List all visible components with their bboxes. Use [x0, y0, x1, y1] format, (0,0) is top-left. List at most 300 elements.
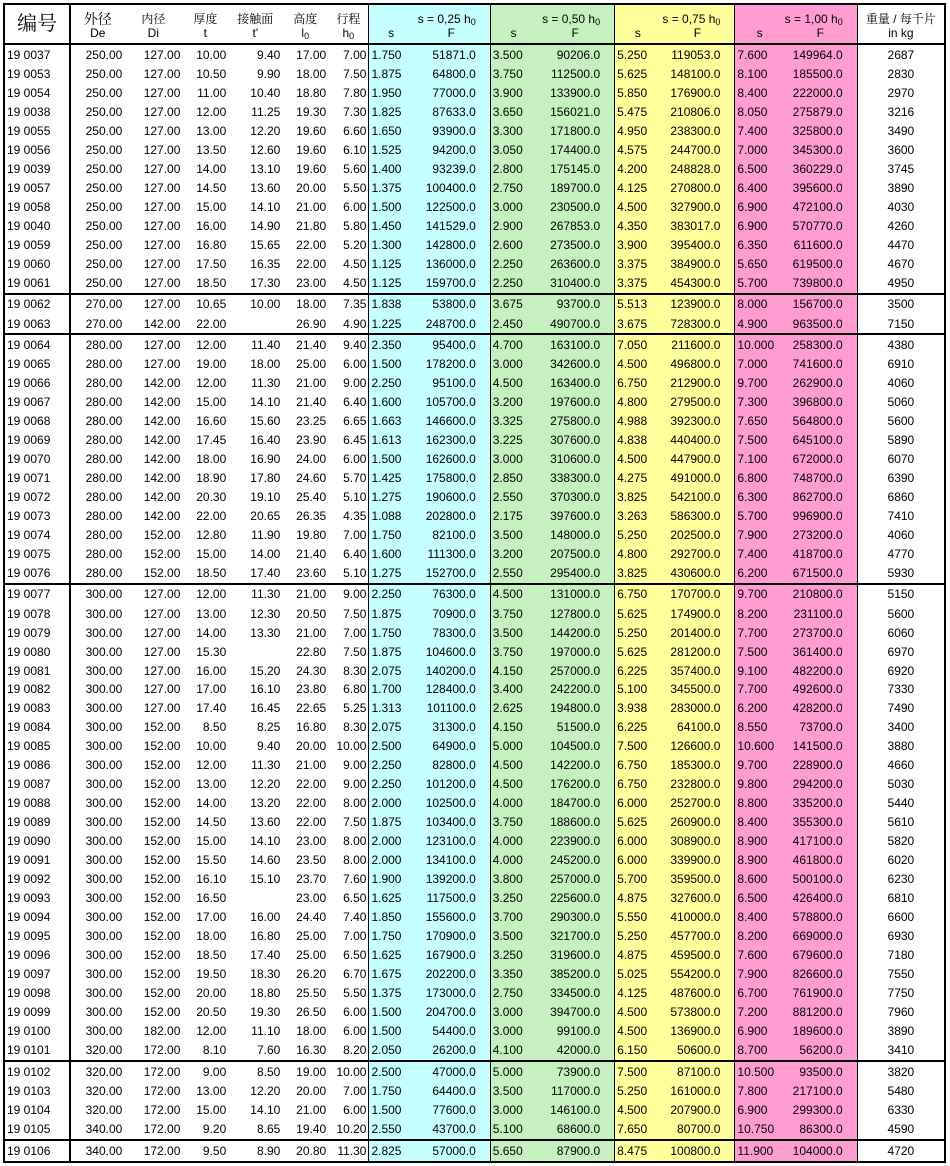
cell-s50-s: 2.550 — [490, 487, 536, 506]
cell-tp: 9.90 — [256, 66, 281, 81]
cell-s75-s: 4.500 — [615, 355, 661, 374]
cell-s25-F: 53800.0 — [413, 294, 490, 314]
cell-s100-s: 7.700 — [735, 680, 784, 699]
cell-weight: 7410 — [857, 506, 945, 525]
s25-sub-F: F — [413, 26, 490, 44]
cell-t: 10.50 — [196, 66, 227, 81]
cell-s75-F: 80700.0 — [661, 1119, 735, 1139]
cell-s25-F: 70900.0 — [413, 604, 490, 623]
cell-s100-s: 6.900 — [735, 197, 784, 216]
cell-s50-F: 68600.0 — [536, 1119, 615, 1139]
cell-s25-F: 77000.0 — [413, 83, 490, 102]
cell-s50-s: 3.250 — [490, 889, 536, 908]
cell-s100-s: 6.900 — [735, 216, 784, 235]
cell-tp: 10.40 — [250, 85, 281, 100]
cell-s25-F: 162300.0 — [413, 430, 490, 449]
cell-s50-F: 184700.0 — [536, 794, 615, 813]
cell-s75-s: 7.050 — [615, 334, 661, 354]
cell-l0: 23.25 — [296, 413, 327, 428]
cell-di: 127.00 — [143, 123, 181, 138]
s50-header — [490, 4, 614, 26]
table-row — [4, 699, 945, 718]
cell-s25-s: 1.750 — [369, 1081, 413, 1100]
cell-s50-s: 4.150 — [490, 718, 536, 737]
cell-tp: 14.90 — [250, 218, 281, 233]
cell-de: 250.00 — [70, 197, 124, 216]
cell-tp: 13.10 — [250, 161, 281, 176]
cell-h0: 9.00 — [328, 584, 369, 604]
cell-s75-s: 6.000 — [615, 851, 661, 870]
cell-l0: 21.80 — [296, 218, 327, 233]
cell-di: 182.00 — [143, 1024, 181, 1039]
cell-s100-s: 6.900 — [735, 1100, 784, 1119]
cell-s25-s: 1.500 — [369, 1003, 413, 1022]
cell-s50-F: 188600.0 — [536, 813, 615, 832]
cell-s100-s: 10.500 — [735, 1061, 784, 1081]
cell-di: 152.00 — [143, 566, 181, 581]
cell-s75-s: 6.150 — [615, 1041, 661, 1061]
cell-s25-F: 26200.0 — [413, 1041, 490, 1061]
cell-l0: 25.00 — [296, 948, 327, 963]
cell-de: 250.00 — [70, 121, 124, 140]
cell-s100-s: 6.500 — [735, 889, 784, 908]
table-row — [4, 334, 945, 354]
cell-s50-s: 4.500 — [490, 584, 536, 604]
cell-de: 300.00 — [70, 927, 124, 946]
col-header-de: De — [70, 26, 124, 44]
cell-s100-s: 6.700 — [735, 984, 784, 1003]
cell-weight: 2687 — [857, 44, 945, 64]
table-row — [4, 468, 945, 487]
cell-part-no: 19 0040 — [4, 216, 70, 235]
cell-s75-s: 4.988 — [615, 412, 661, 431]
cell-s25-F: 51871.0 — [413, 44, 490, 64]
cell-part-no: 19 0091 — [4, 851, 70, 870]
cell-s25-F: 152700.0 — [413, 563, 490, 583]
cell-s50-s: 3.200 — [490, 393, 536, 412]
cell-s100-F: 741600.0 — [784, 355, 857, 374]
cell-s50-s: 3.750 — [490, 64, 536, 83]
cell-tp — [228, 889, 282, 908]
cell-s50-F: 127800.0 — [536, 604, 615, 623]
cell-s75-F: 308900.0 — [661, 832, 735, 851]
cell-s50-s: 3.000 — [490, 1100, 536, 1119]
cell-part-no: 19 0089 — [4, 813, 70, 832]
cell-tp: 11.30 — [228, 584, 282, 604]
col-header-weight-zh: 重量 / 每千片 — [857, 4, 945, 26]
cell-tp: 17.40 — [250, 566, 281, 581]
cell-s100-F: 299300.0 — [784, 1100, 857, 1119]
cell-s100-F: 273700.0 — [784, 623, 857, 642]
cell-weight: 5610 — [857, 813, 945, 832]
cell-h0: 8.00 — [343, 834, 367, 849]
cell-di: 127.00 — [124, 334, 182, 354]
cell-s25-F: 103400.0 — [413, 813, 490, 832]
cell-part-no: 19 0082 — [4, 680, 70, 699]
cell-s75-F: 359500.0 — [661, 870, 735, 889]
cell-de: 320.00 — [70, 1100, 124, 1119]
cell-s100-F: 426400.0 — [784, 889, 857, 908]
cell-s75-s: 4.800 — [615, 393, 661, 412]
cell-part-no: 19 0054 — [4, 83, 70, 102]
cell-s100-F: 963500.0 — [784, 314, 857, 334]
cell-h0: 7.50 — [343, 606, 367, 621]
col-header-di: Di — [124, 26, 182, 44]
cell-de: 250.00 — [70, 178, 124, 197]
cell-s50-s: 3.650 — [490, 102, 536, 121]
cell-tp: 16.10 — [250, 682, 281, 697]
cell-s50-F: 394700.0 — [536, 1003, 615, 1022]
cell-s25-s: 1.900 — [369, 870, 413, 889]
cell-s75-s: 4.500 — [615, 1022, 661, 1041]
cell-t: 15.00 — [196, 395, 227, 409]
cell-weight: 5480 — [857, 1081, 945, 1100]
cell-di: 152.00 — [143, 967, 181, 982]
cell-weight: 5930 — [857, 563, 945, 583]
cell-s50-F: 207500.0 — [536, 544, 615, 563]
col-header-bianhao: 编号 — [4, 4, 70, 44]
cell-de: 280.00 — [70, 525, 124, 544]
cell-tp: 14.10 — [250, 1102, 281, 1117]
cell-de: 250.00 — [70, 159, 124, 178]
cell-di: 152.00 — [143, 834, 181, 849]
cell-part-no: 19 0096 — [4, 946, 70, 965]
cell-part-no: 19 0038 — [4, 102, 70, 121]
cell-s75-F: 554200.0 — [661, 965, 735, 984]
cell-t: 13.00 — [196, 1083, 227, 1098]
cell-l0: 16.80 — [296, 720, 327, 735]
cell-tp: 15.60 — [250, 413, 281, 428]
cell-l0: 18.00 — [296, 66, 327, 81]
cell-s50-s: 2.600 — [490, 235, 536, 254]
cell-h0: 7.00 — [343, 625, 367, 640]
cell-s25-s: 2.550 — [369, 1119, 413, 1139]
cell-h0: 10.20 — [336, 1122, 367, 1137]
cell-s50-s: 2.625 — [490, 699, 536, 718]
cell-s25-s: 2.000 — [369, 832, 413, 851]
cell-s50-F: 273500.0 — [536, 235, 615, 254]
cell-s100-F: 222000.0 — [784, 83, 857, 102]
cell-weight: 4060 — [857, 374, 945, 393]
cell-l0: 19.60 — [296, 123, 327, 138]
cell-s50-F: 156021.0 — [536, 102, 615, 121]
cell-s75-F: 252700.0 — [661, 794, 735, 813]
cell-l0: 19.30 — [296, 104, 327, 119]
cell-de: 300.00 — [70, 604, 124, 623]
cell-s50-F: 163100.0 — [536, 334, 615, 354]
table-row — [4, 102, 945, 121]
cell-part-no: 19 0080 — [4, 642, 70, 661]
cell-h0: 7.80 — [343, 85, 367, 100]
cell-h0: 7.50 — [343, 66, 367, 81]
table-row — [4, 393, 945, 412]
cell-de: 300.00 — [70, 813, 124, 832]
table-row — [4, 946, 945, 965]
cell-l0: 18.80 — [296, 85, 327, 100]
cell-part-no: 19 0100 — [4, 1022, 70, 1041]
cell-t: 9.50 — [182, 1140, 228, 1162]
cell-de: 280.00 — [70, 468, 124, 487]
cell-s75-F: 100800.0 — [661, 1140, 735, 1162]
cell-part-no: 19 0077 — [4, 584, 70, 604]
cell-s75-s: 4.800 — [615, 544, 661, 563]
cell-l0: 21.00 — [296, 625, 327, 640]
cell-s100-s: 6.300 — [735, 487, 784, 506]
cell-de: 300.00 — [70, 1003, 124, 1022]
cell-s50-F: 310600.0 — [536, 449, 615, 468]
cell-s25-s: 1.650 — [369, 121, 413, 140]
cell-s100-s: 8.400 — [735, 813, 784, 832]
cell-s100-s: 6.900 — [735, 1022, 784, 1041]
cell-s100-s: 10.000 — [735, 334, 784, 354]
cell-s75-s: 7.500 — [615, 1061, 661, 1081]
cell-di: 152.00 — [143, 929, 181, 944]
s25-title: s = 0,25 $h_0$ — [417, 12, 476, 26]
cell-s100-F: 189600.0 — [784, 1022, 857, 1041]
cell-s25-s: 1.400 — [369, 159, 413, 178]
cell-s75-F: 459500.0 — [661, 946, 735, 965]
cell-h0: 5.10 — [343, 489, 367, 504]
col-header-tp-zh: 接触面 — [237, 12, 274, 26]
cell-s75-F: 542100.0 — [661, 487, 735, 506]
cell-s25-F: 122500.0 — [413, 197, 490, 216]
cell-s100-F: 149964.0 — [784, 44, 857, 64]
cell-s100-F: 671500.0 — [784, 563, 857, 583]
cell-s75-F: 283000.0 — [661, 699, 735, 718]
cell-weight: 5820 — [857, 832, 945, 851]
cell-tp: 14.10 — [250, 199, 281, 214]
cell-di: 152.00 — [143, 720, 181, 735]
cell-tp: 14.60 — [250, 853, 281, 868]
cell-s75-s: 6.000 — [615, 832, 661, 851]
cell-di: 152.00 — [143, 777, 181, 792]
table-row — [4, 64, 945, 83]
cell-l0: 22.00 — [296, 256, 327, 271]
cell-de: 250.00 — [70, 64, 124, 83]
cell-s25-s: 1.500 — [369, 1100, 413, 1119]
table-row — [4, 1003, 945, 1022]
cell-part-no: 19 0099 — [4, 1003, 70, 1022]
cell-tp: 9.40 — [256, 739, 281, 754]
cell-l0: 24.40 — [296, 910, 327, 925]
cell-s75-F: 327900.0 — [661, 197, 735, 216]
cell-s25-F: 101100.0 — [413, 699, 490, 718]
cell-de: 300.00 — [70, 1022, 124, 1041]
table-row — [4, 984, 945, 1003]
cell-s75-F: 586300.0 — [661, 506, 735, 525]
cell-weight: 5440 — [857, 794, 945, 813]
cell-s25-s: 2.075 — [369, 718, 413, 737]
cell-part-no: 19 0069 — [4, 430, 70, 449]
table-row — [4, 83, 945, 102]
cell-s100-F: 325800.0 — [784, 121, 857, 140]
cell-s50-s: 3.900 — [490, 83, 536, 102]
cell-part-no: 19 0053 — [4, 64, 70, 83]
cell-de: 320.00 — [70, 1081, 124, 1100]
cell-s100-s: 8.000 — [735, 294, 784, 314]
table-row — [4, 544, 945, 563]
cell-h0: 6.00 — [343, 357, 367, 372]
cell-tp: 14.00 — [250, 546, 281, 561]
table-row — [4, 927, 945, 946]
cell-s50-s: 3.500 — [490, 525, 536, 544]
s50-sub-s: s — [490, 26, 536, 44]
cell-di: 127.00 — [124, 294, 182, 314]
cell-l0: 19.80 — [296, 527, 327, 542]
cell-t: 20.50 — [196, 1005, 227, 1020]
cell-s25-F: 248700.0 — [413, 314, 490, 334]
table-row — [4, 525, 945, 544]
cell-s100-F: 210800.0 — [784, 584, 857, 604]
cell-tp: 12.20 — [250, 123, 281, 138]
cell-part-no: 19 0058 — [4, 197, 70, 216]
cell-s50-s: 3.800 — [490, 870, 536, 889]
cell-s75-s: 3.675 — [615, 314, 661, 334]
cell-s50-F: 307600.0 — [536, 430, 615, 449]
cell-weight: 7490 — [857, 699, 945, 718]
cell-part-no: 19 0081 — [4, 661, 70, 680]
cell-l0: 24.60 — [296, 470, 327, 485]
cell-part-no: 19 0088 — [4, 794, 70, 813]
s100-sub-s: s — [735, 26, 784, 44]
cell-h0: 9.40 — [328, 334, 369, 354]
cell-de: 300.00 — [70, 718, 124, 737]
cell-h0: 7.00 — [343, 47, 367, 62]
cell-s75-s: 6.750 — [615, 756, 661, 775]
cell-s50-s: 3.350 — [490, 965, 536, 984]
cell-l0: 22.00 — [296, 796, 327, 811]
cell-s25-s: 2.250 — [369, 756, 413, 775]
cell-h0: 5.50 — [343, 180, 367, 195]
cell-di: 152.00 — [143, 527, 181, 542]
s75-sub-s: s — [615, 26, 661, 44]
table-row — [4, 889, 945, 908]
cell-t: 18.50 — [196, 566, 227, 581]
cell-s75-F: 430600.0 — [661, 563, 735, 583]
cell-s25-F: 76300.0 — [413, 584, 490, 604]
cell-di: 152.00 — [143, 739, 181, 754]
cell-s50-F: 319600.0 — [536, 946, 615, 965]
cell-h0: 8.20 — [343, 1043, 367, 1058]
cell-part-no: 19 0075 — [4, 544, 70, 563]
cell-l0: 26.20 — [296, 967, 327, 982]
cell-di: 152.00 — [143, 910, 181, 925]
cell-de: 320.00 — [70, 1061, 124, 1081]
cell-weight: 6390 — [857, 468, 945, 487]
cell-de: 280.00 — [70, 393, 124, 412]
cell-s100-F: 104000.0 — [784, 1140, 857, 1162]
cell-s75-s: 4.125 — [615, 178, 661, 197]
cell-weight: 6930 — [857, 927, 945, 946]
cell-s75-F: 270800.0 — [661, 178, 735, 197]
cell-di: 152.00 — [143, 815, 181, 830]
table-row — [4, 718, 945, 737]
cell-t: 20.30 — [196, 489, 227, 504]
cell-s75-s: 5.250 — [615, 525, 661, 544]
table-row — [4, 1022, 945, 1041]
cell-weight: 7150 — [857, 314, 945, 334]
cell-s100-s: 9.100 — [735, 661, 784, 680]
cell-s75-F: 384900.0 — [661, 254, 735, 273]
cell-s25-s: 1.525 — [369, 140, 413, 159]
cell-s75-s: 6.225 — [615, 661, 661, 680]
cell-s50-F: 397600.0 — [536, 506, 615, 525]
cell-s25-s: 1.313 — [369, 699, 413, 718]
cell-s25-s: 1.500 — [369, 355, 413, 374]
cell-s100-F: 862700.0 — [784, 487, 857, 506]
cell-s75-F: 123900.0 — [661, 294, 735, 314]
cell-t: 15.50 — [196, 853, 227, 868]
cell-s75-F: 496800.0 — [661, 355, 735, 374]
cell-s100-s: 7.400 — [735, 544, 784, 563]
cell-tp: 20.65 — [250, 508, 281, 523]
table-row — [4, 813, 945, 832]
cell-t: 14.50 — [196, 815, 227, 830]
cell-tp: 15.10 — [250, 872, 281, 887]
cell-s25-s: 1.875 — [369, 813, 413, 832]
cell-h0: 6.65 — [343, 413, 367, 428]
col-header-l0: $l_0$ — [282, 26, 328, 44]
cell-s25-s: 1.625 — [369, 946, 413, 965]
cell-h0: 6.70 — [343, 967, 367, 982]
cell-s75-F: 148100.0 — [661, 64, 735, 83]
cell-s75-F: 87100.0 — [661, 1061, 735, 1081]
cell-l0: 26.35 — [296, 508, 327, 523]
cell-part-no: 19 0095 — [4, 927, 70, 946]
cell-s25-F: 117500.0 — [413, 889, 490, 908]
s25-header — [369, 4, 490, 26]
cell-h0: 10.00 — [336, 739, 367, 754]
cell-tp: 10.00 — [228, 294, 282, 314]
cell-s50-F: 197600.0 — [536, 393, 615, 412]
cell-s50-s: 4.500 — [490, 756, 536, 775]
cell-tp — [228, 642, 282, 661]
cell-de: 280.00 — [70, 412, 124, 431]
cell-s50-F: 338300.0 — [536, 468, 615, 487]
table-row — [4, 604, 945, 623]
cell-s75-s: 8.475 — [615, 1140, 661, 1162]
cell-h0: 5.10 — [343, 566, 367, 581]
cell-s75-F: 136900.0 — [661, 1022, 735, 1041]
cell-s100-F: 345300.0 — [784, 140, 857, 159]
cell-part-no: 19 0094 — [4, 908, 70, 927]
cell-part-no: 19 0066 — [4, 374, 70, 393]
cell-di: 127.00 — [143, 66, 181, 81]
cell-di: 172.00 — [143, 1043, 181, 1058]
cell-s100-s: 8.700 — [735, 1041, 784, 1061]
cell-s50-s: 2.900 — [490, 216, 536, 235]
cell-s50-s: 3.750 — [490, 604, 536, 623]
cell-s75-F: 454300.0 — [661, 273, 735, 293]
cell-s25-s: 2.000 — [369, 794, 413, 813]
cell-s100-s: 8.400 — [735, 908, 784, 927]
cell-h0: 4.50 — [343, 275, 367, 290]
cell-s25-s: 1.500 — [369, 449, 413, 468]
cell-s25-F: 175800.0 — [413, 468, 490, 487]
cell-s100-s: 6.200 — [735, 699, 784, 718]
s75-sub-F: F — [661, 26, 735, 44]
cell-s50-F: 321700.0 — [536, 927, 615, 946]
cell-s50-s: 2.250 — [490, 273, 536, 293]
cell-h0: 8.30 — [343, 720, 367, 735]
cell-part-no: 19 0068 — [4, 412, 70, 431]
cell-part-no: 19 0062 — [4, 294, 70, 314]
cell-s75-s: 5.550 — [615, 908, 661, 927]
cell-t: 19.00 — [196, 357, 227, 372]
cell-weight: 6910 — [857, 355, 945, 374]
cell-s50-s: 3.225 — [490, 430, 536, 449]
cell-s50-s: 4.000 — [490, 832, 536, 851]
